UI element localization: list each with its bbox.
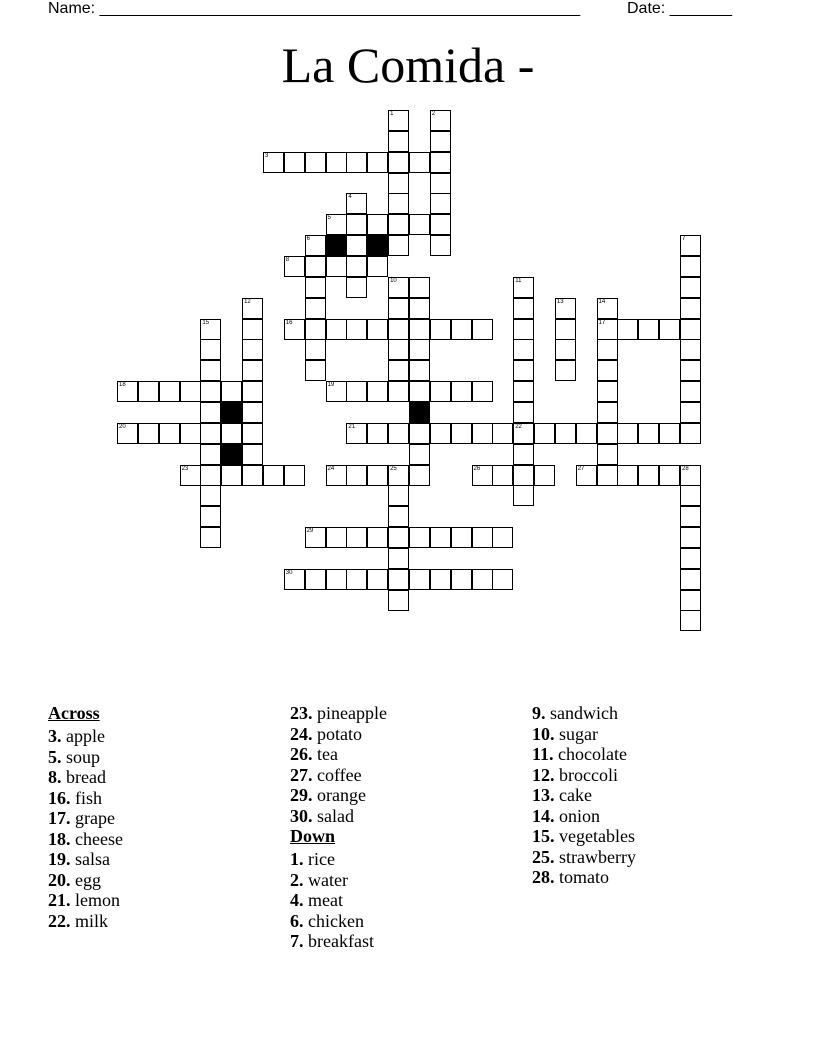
crossword-cell[interactable]	[451, 319, 472, 340]
crossword-cell[interactable]	[472, 527, 493, 548]
crossword-cell[interactable]	[472, 423, 493, 444]
crossword-cell[interactable]	[409, 381, 430, 402]
cell-number: 15	[202, 319, 210, 326]
crossword-cell[interactable]	[555, 423, 576, 444]
crossword-cell[interactable]	[430, 423, 451, 444]
crossword-cell[interactable]	[680, 298, 701, 319]
crossword-cell[interactable]	[346, 569, 367, 590]
cell-number: 6	[306, 236, 310, 243]
crossword-cell[interactable]	[200, 444, 221, 465]
crossword-cell[interactable]	[284, 256, 305, 277]
crossword-cell[interactable]	[388, 360, 409, 381]
cell-number: 28	[682, 465, 689, 472]
crossword-cell[interactable]	[513, 277, 534, 298]
clue-across: 18. cheese	[48, 828, 123, 849]
cell-number: 23	[181, 465, 189, 472]
crossword-cell[interactable]	[200, 527, 221, 548]
crossword-cell[interactable]	[305, 298, 326, 319]
crossword-cell[interactable]	[326, 319, 347, 340]
cell-number: 7	[682, 236, 686, 243]
crossword-cell[interactable]	[409, 214, 430, 235]
crossword-cell[interactable]	[409, 319, 430, 340]
crossword-cell[interactable]	[346, 235, 367, 256]
clue-across: 21. lemon	[48, 890, 120, 910]
crossword-cell[interactable]	[513, 381, 534, 402]
crossword-cell[interactable]	[680, 277, 701, 298]
date-field[interactable]: Date: _______	[627, 0, 732, 17]
crossword-cell[interactable]	[430, 569, 451, 590]
clue-across: 5. soup	[48, 746, 101, 767]
crossword-cell[interactable]	[472, 319, 493, 340]
crossword-cell[interactable]	[305, 152, 326, 173]
crossword-cell[interactable]	[200, 465, 221, 486]
clue-across: 30. salad	[290, 805, 354, 826]
crossword-cell[interactable]	[680, 423, 701, 444]
crossword-cell[interactable]	[659, 423, 680, 444]
crossword-cell[interactable]	[367, 256, 388, 277]
clue-down: 12. broccoli	[532, 764, 618, 785]
crossword-cell[interactable]	[513, 465, 534, 486]
crossword-cell[interactable]	[680, 319, 701, 340]
crossword-cell[interactable]	[326, 465, 347, 486]
clue-down: 11. chocolate	[532, 744, 627, 764]
crossword-cell[interactable]	[409, 465, 430, 486]
clue-across: 8. bread	[48, 767, 106, 787]
cell-number: 19	[327, 382, 335, 389]
crossword-block-cell	[221, 444, 242, 465]
clue-down: 7. breakfast	[290, 931, 374, 951]
crossword-cell[interactable]	[284, 152, 305, 173]
crossword-cell[interactable]	[513, 360, 534, 381]
crossword-cell[interactable]	[597, 465, 618, 486]
crossword-cell[interactable]	[680, 360, 701, 381]
crossword-cell[interactable]	[659, 319, 680, 340]
crossword-cell[interactable]	[534, 465, 555, 486]
crossword-cell[interactable]	[367, 381, 388, 402]
crossword-cell[interactable]	[597, 360, 618, 381]
cell-number: 3	[265, 152, 269, 159]
crossword-cell[interactable]	[555, 319, 576, 340]
crossword-cell[interactable]	[597, 423, 618, 444]
crossword-block-cell	[367, 235, 388, 256]
across-heading: Across	[48, 703, 100, 723]
crossword-cell[interactable]	[326, 256, 347, 277]
crossword-cell[interactable]	[388, 485, 409, 506]
crossword-cell[interactable]	[472, 569, 493, 590]
crossword-cell[interactable]	[221, 381, 242, 402]
crossword-cell[interactable]	[680, 590, 701, 611]
crossword-cell[interactable]	[200, 360, 221, 381]
cell-number: 1	[390, 111, 394, 117]
crossword-cell[interactable]	[180, 423, 201, 444]
crossword-cell[interactable]	[326, 381, 347, 402]
crossword-cell[interactable]	[555, 360, 576, 381]
crossword-cell[interactable]	[430, 235, 451, 256]
crossword-cell[interactable]	[305, 339, 326, 360]
crossword-cell[interactable]	[388, 339, 409, 360]
crossword-cell[interactable]	[680, 548, 701, 569]
crossword-cell[interactable]	[513, 423, 534, 444]
crossword-cell[interactable]	[617, 423, 638, 444]
cell-number: 17	[598, 319, 606, 326]
cell-number: 22	[515, 423, 522, 430]
crossword-cell[interactable]	[388, 506, 409, 527]
crossword-cell[interactable]	[492, 569, 513, 590]
cell-number: 27	[577, 465, 585, 472]
crossword-cell[interactable]	[388, 193, 409, 214]
crossword-cell[interactable]	[597, 444, 618, 465]
cell-number: 10	[390, 277, 397, 284]
crossword-cell[interactable]	[451, 569, 472, 590]
clue-down: 25. strawberry	[532, 846, 636, 867]
crossword-cell[interactable]	[346, 256, 367, 277]
crossword-cell[interactable]	[242, 465, 263, 486]
crossword-cell[interactable]	[242, 339, 263, 360]
crossword-cell[interactable]	[305, 235, 326, 256]
down-heading: Down	[290, 826, 336, 846]
crossword-cell[interactable]	[680, 610, 701, 631]
crossword-cell[interactable]	[367, 319, 388, 340]
crossword-cell[interactable]	[492, 465, 513, 486]
cell-number: 25	[390, 465, 397, 472]
crossword-cell[interactable]	[180, 381, 201, 402]
crossword-cell[interactable]	[451, 527, 472, 548]
crossword-cell[interactable]	[409, 360, 430, 381]
crossword-cell[interactable]	[388, 319, 409, 340]
clue-across: 3. apple	[48, 726, 105, 746]
crossword-cell[interactable]	[346, 319, 367, 340]
clue-column-1	[48, 703, 123, 931]
crossword-cell[interactable]	[388, 423, 409, 444]
crossword-cell[interactable]	[409, 298, 430, 319]
crossword-block-cell	[221, 402, 242, 423]
crossword-cell[interactable]	[430, 527, 451, 548]
crossword-cell[interactable]	[680, 527, 701, 548]
crossword-cell[interactable]	[409, 152, 430, 173]
crossword-cell[interactable]	[492, 423, 513, 444]
crossword-block-cell	[409, 402, 430, 423]
clue-across: 26. tea	[290, 744, 338, 764]
crossword-cell[interactable]	[409, 339, 430, 360]
crossword-cell[interactable]	[242, 360, 263, 381]
clue-across: 16. fish	[48, 787, 102, 808]
crossword-cell[interactable]	[388, 235, 409, 256]
clue-down: 15. vegetables	[532, 826, 635, 846]
crossword-cell[interactable]	[430, 110, 451, 131]
crossword-cell[interactable]	[597, 381, 618, 402]
cell-number: 30	[285, 569, 293, 576]
crossword-cell[interactable]	[242, 423, 263, 444]
crossword-cell[interactable]	[326, 569, 347, 590]
crossword-cell[interactable]	[430, 381, 451, 402]
crossword-block-cell	[326, 235, 347, 256]
crossword-cell[interactable]	[576, 423, 597, 444]
crossword-cell[interactable]	[513, 298, 534, 319]
crossword-cell[interactable]	[597, 402, 618, 423]
crossword-cell[interactable]	[513, 402, 534, 423]
cell-number: 5	[327, 215, 331, 222]
page-title: La Comida -	[281, 37, 535, 93]
crossword-cell[interactable]	[284, 569, 305, 590]
cell-number: 24	[327, 465, 335, 472]
clue-down: 9. sandwich	[532, 703, 618, 723]
crossword-cell[interactable]	[305, 256, 326, 277]
crossword-cell[interactable]	[367, 214, 388, 235]
crossword-cell[interactable]	[138, 423, 159, 444]
crossword-cell[interactable]	[638, 423, 659, 444]
crossword-cell[interactable]	[451, 381, 472, 402]
crossword-cell[interactable]	[180, 465, 201, 486]
crossword-cell[interactable]	[680, 569, 701, 590]
crossword-cell[interactable]	[680, 402, 701, 423]
crossword-cell[interactable]	[638, 319, 659, 340]
clue-across: 24. potato	[290, 723, 362, 744]
clue-across: 20. egg	[48, 869, 101, 890]
crossword-cell[interactable]	[597, 319, 618, 340]
clue-across: 19. salsa	[48, 849, 110, 869]
clue-down: 2. water	[290, 869, 348, 890]
crossword-cell[interactable]	[326, 527, 347, 548]
crossword-cell[interactable]	[430, 193, 451, 214]
crossword-cell[interactable]	[367, 423, 388, 444]
clue-across: 27. coffee	[290, 764, 362, 785]
crossword-cell[interactable]	[680, 485, 701, 506]
crossword-cell[interactable]	[200, 423, 221, 444]
clue-across: 29. orange	[290, 785, 366, 805]
crossword-cell[interactable]	[680, 381, 701, 402]
crossword-cell[interactable]	[638, 465, 659, 486]
crossword-cell[interactable]	[409, 527, 430, 548]
crossword-cell[interactable]	[346, 214, 367, 235]
cell-number: 18	[119, 382, 126, 389]
crossword-cell[interactable]	[430, 319, 451, 340]
crossword-cell[interactable]	[388, 548, 409, 569]
crossword-cell[interactable]	[409, 444, 430, 465]
cell-number: 14	[598, 298, 606, 305]
crossword-cell[interactable]	[680, 235, 701, 256]
crossword-cell[interactable]	[513, 485, 534, 506]
crossword-cell[interactable]	[388, 569, 409, 590]
crossword-cell[interactable]	[200, 339, 221, 360]
crossword-cell[interactable]	[555, 298, 576, 319]
crossword-cell[interactable]	[346, 152, 367, 173]
crossword-cell[interactable]	[597, 339, 618, 360]
crossword-cell[interactable]	[159, 423, 180, 444]
crossword-cell[interactable]	[200, 319, 221, 340]
crossword-cell[interactable]	[680, 256, 701, 277]
crossword-cell[interactable]	[472, 465, 493, 486]
crossword-cell[interactable]	[305, 527, 326, 548]
crossword-cell[interactable]	[430, 173, 451, 194]
clue-column-3	[532, 703, 636, 888]
cell-number: 13	[556, 298, 564, 305]
clue-down: 6. chicken	[290, 910, 364, 931]
crossword-cell[interactable]	[284, 465, 305, 486]
crossword-cell[interactable]	[200, 485, 221, 506]
crossword-cell[interactable]	[388, 590, 409, 611]
crossword-cell[interactable]	[242, 319, 263, 340]
clue-down: 4. meat	[290, 890, 343, 910]
crossword-cell[interactable]	[346, 381, 367, 402]
clue-down: 28. tomato	[532, 867, 609, 887]
crossword-cell[interactable]	[409, 569, 430, 590]
crossword-cell[interactable]	[346, 277, 367, 298]
crossword-cell[interactable]	[346, 193, 367, 214]
crossword-cell[interactable]	[388, 527, 409, 548]
crossword-cell[interactable]	[409, 277, 430, 298]
crossword-cell[interactable]	[388, 277, 409, 298]
crossword-cell[interactable]	[388, 381, 409, 402]
cell-number: 21	[348, 423, 356, 430]
crossword-cell[interactable]	[263, 152, 284, 173]
cell-number: 11	[515, 277, 522, 284]
crossword-cell[interactable]	[659, 465, 680, 486]
crossword-cell[interactable]	[617, 465, 638, 486]
clue-down: 14. onion	[532, 805, 601, 826]
crossword-cell[interactable]	[430, 214, 451, 235]
crossword-cell[interactable]	[200, 402, 221, 423]
crossword-cell[interactable]	[305, 319, 326, 340]
crossword-cell[interactable]	[367, 465, 388, 486]
crossword-cell[interactable]	[305, 569, 326, 590]
clue-across: 22. milk	[48, 910, 109, 931]
crossword-cell[interactable]	[326, 152, 347, 173]
clue-across: 23. pineapple	[290, 703, 387, 723]
crossword-cell[interactable]	[513, 319, 534, 340]
crossword-cell[interactable]	[242, 381, 263, 402]
cell-number: 12	[244, 298, 251, 305]
crossword-cell[interactable]	[367, 152, 388, 173]
clue-down: 13. cake	[532, 785, 592, 805]
crossword-cell[interactable]	[534, 423, 555, 444]
cell-number: 2	[431, 111, 436, 117]
crossword-cell[interactable]	[117, 381, 138, 402]
crossword-cell[interactable]	[492, 527, 513, 548]
crossword-cell[interactable]	[388, 131, 409, 152]
crossword-cell[interactable]	[326, 214, 347, 235]
cell-number: 29	[306, 528, 314, 534]
crossword-cell[interactable]	[451, 423, 472, 444]
cell-number: 16	[285, 319, 293, 326]
crossword-cell[interactable]	[242, 444, 263, 465]
crossword-cell[interactable]	[305, 277, 326, 298]
crossword-cell[interactable]	[138, 381, 159, 402]
crossword-cell[interactable]	[388, 110, 409, 131]
crossword-cell[interactable]	[117, 423, 138, 444]
name-field[interactable]: Name: ______________________________________________________	[48, 0, 581, 17]
crossword-cell[interactable]	[305, 360, 326, 381]
crossword-cell[interactable]	[680, 506, 701, 527]
crossword-cell[interactable]	[388, 298, 409, 319]
cell-number: 4	[348, 194, 352, 201]
crossword-cell[interactable]	[597, 298, 618, 319]
crossword-cell[interactable]	[284, 319, 305, 340]
crossword-cell[interactable]	[346, 465, 367, 486]
clue-down: 10. sugar	[532, 723, 598, 744]
clue-across: 17. grape	[48, 808, 115, 828]
crossword-cell[interactable]	[242, 298, 263, 319]
crossword-cell[interactable]	[555, 339, 576, 360]
clue-down: 1. rice	[290, 849, 335, 869]
crossword-cell[interactable]	[388, 152, 409, 173]
crossword-cell[interactable]	[346, 527, 367, 548]
crossword-cell[interactable]	[388, 173, 409, 194]
crossword-cell[interactable]	[200, 381, 221, 402]
crossword-cell[interactable]	[388, 465, 409, 486]
crossword-cell[interactable]	[159, 381, 180, 402]
crossword-cell[interactable]	[680, 339, 701, 360]
cell-number: 26	[473, 465, 481, 472]
crossword-cell[interactable]	[367, 527, 388, 548]
crossword-cell[interactable]	[680, 465, 701, 486]
crossword-cell[interactable]	[388, 214, 409, 235]
crossword-cell[interactable]	[346, 423, 367, 444]
crossword-cell[interactable]	[409, 423, 430, 444]
cell-number: 8	[285, 257, 290, 263]
crossword-cell[interactable]	[430, 152, 451, 173]
crossword-cell[interactable]	[367, 569, 388, 590]
crossword-cell[interactable]	[221, 423, 242, 444]
crossword-cell[interactable]	[472, 381, 493, 402]
crossword-cell[interactable]	[576, 465, 597, 486]
crossword-cell[interactable]	[200, 506, 221, 527]
crossword-cell[interactable]	[617, 319, 638, 340]
crossword-cell[interactable]	[513, 444, 534, 465]
crossword-cell[interactable]	[263, 465, 284, 486]
crossword-cell[interactable]	[430, 131, 451, 152]
cell-number: 20	[119, 423, 126, 430]
crossword-cell[interactable]	[221, 465, 242, 486]
crossword-cell[interactable]	[513, 339, 534, 360]
clue-column-2	[290, 703, 387, 952]
crossword-cell[interactable]	[242, 402, 263, 423]
